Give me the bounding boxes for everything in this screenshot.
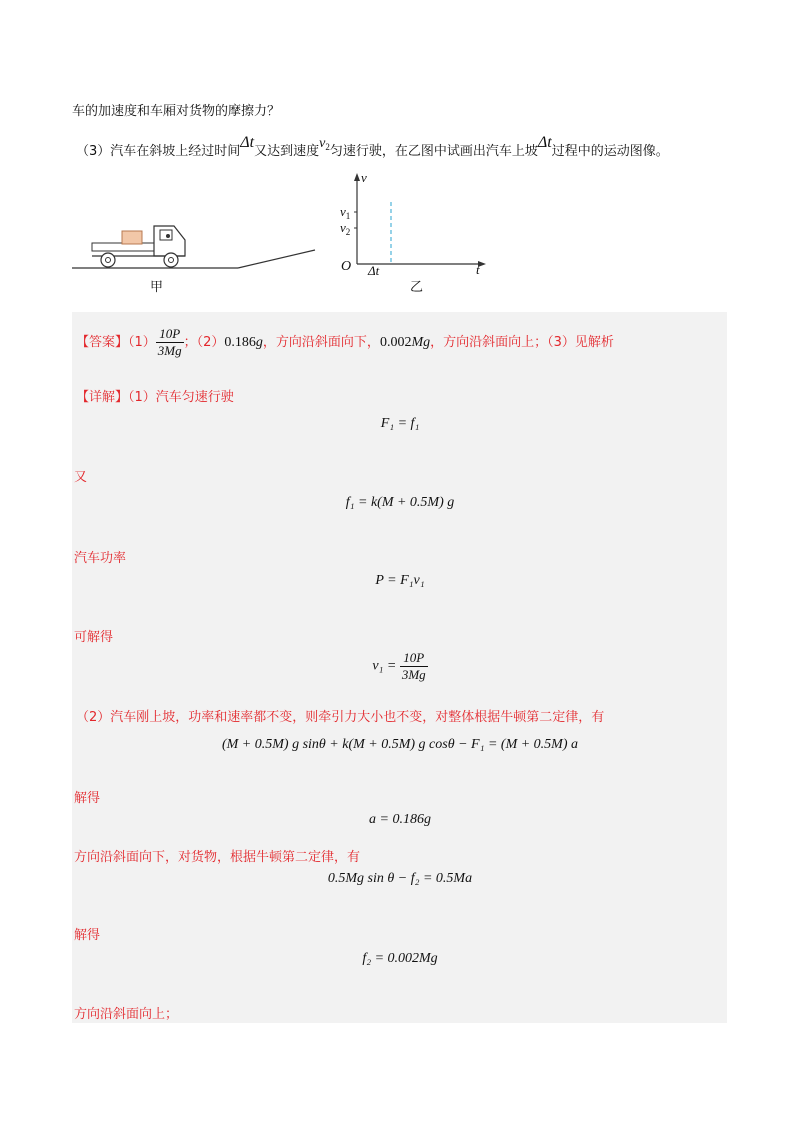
v1-tick-label: $v_1$	[340, 204, 351, 221]
detail-part-4: 方向沿斜面向上；	[74, 1007, 179, 1022]
part3-text-c: 匀速行驶，在乙图中试画出汽车上坡	[329, 144, 538, 159]
answer-tag: 【答案】	[76, 335, 129, 350]
origin-label: O	[341, 259, 352, 274]
axis-v-label: v	[361, 170, 367, 185]
detail-power: 汽车功率	[74, 551, 127, 566]
answer-val-a: 0.186g	[224, 335, 263, 350]
delta-t-symbol-2: Δt	[537, 134, 552, 151]
answer-dir-2: ，方向沿斜面向上；（3）见解析	[430, 335, 614, 350]
detail-solve-1: 可解得	[74, 630, 114, 645]
equation-4: v₁ = $\frac{10P}{3Mg}$	[372, 650, 426, 682]
equation-6: a = 0.186g	[369, 812, 431, 827]
question-line-1: 车的加速度和车厢对货物的摩擦力？	[72, 104, 281, 119]
equation-8: f₂ = 0.002Mg	[362, 951, 438, 966]
question-part-3: （3）汽车在斜坡上经过时间Δt又达到速度$v_2$匀速行驶，在乙图中试画出汽车上坡Δt过程中的运动图像。	[76, 134, 669, 159]
v2-tick-label: $v_2$	[340, 220, 351, 237]
v2-symbol: v	[319, 136, 326, 151]
equation-7: 0.5Mg sin θ − f₂ = 0.5Ma	[327, 871, 473, 886]
truck-figure	[70, 210, 320, 275]
equation-3: P = F₁v₁	[375, 573, 425, 588]
detail-you: 又	[74, 470, 88, 485]
part3-text-b: 又达到速度	[254, 144, 320, 159]
answer-line	[76, 319, 614, 367]
figure-yi-caption: 乙	[410, 280, 424, 295]
detail-solve-3: 解得	[74, 928, 101, 943]
figure-jia-caption: 甲	[150, 280, 164, 295]
dt-tick-label: Δt	[368, 263, 380, 278]
answer-val-f: 0.002Mg	[379, 335, 431, 350]
part3-text-a: （3）汽车在斜坡上经过时间	[76, 144, 241, 159]
part3-text-d: 过程中的运动图像。	[551, 144, 669, 159]
equation-2: f₁ = k(M + 0.5M) g	[345, 495, 455, 510]
detail-solve-2: 解得	[74, 791, 101, 806]
equation-1: F₁ = f₁	[380, 416, 420, 431]
detail-header: 【详解】（1）汽车匀速行驶	[76, 390, 234, 405]
detail-part-3: 方向沿斜面向下，对货物，根据牛顿第二定律，有	[74, 850, 361, 865]
answer-part-1: （1）	[128, 335, 156, 350]
equation-5: (M + 0.5M) g sinθ + k(M + 0.5M) g cosθ − F₁ = (M + 0.5M) a	[221, 737, 578, 752]
answer-sep-1: ；（2）	[183, 335, 225, 350]
axis-t-label: t	[476, 262, 480, 277]
answer-frac-1: $\frac{10P}{3Mg}$	[157, 326, 182, 358]
detail-part-2: （2）汽车刚上坡，功率和速率都不变，则牵引力大小也不变，对整体根据牛顿第二定律，有	[76, 710, 605, 725]
answer-dir-1: ，方向沿斜面向下，	[262, 335, 380, 350]
delta-t-symbol: Δt	[240, 134, 255, 151]
vt-graph	[330, 170, 500, 280]
